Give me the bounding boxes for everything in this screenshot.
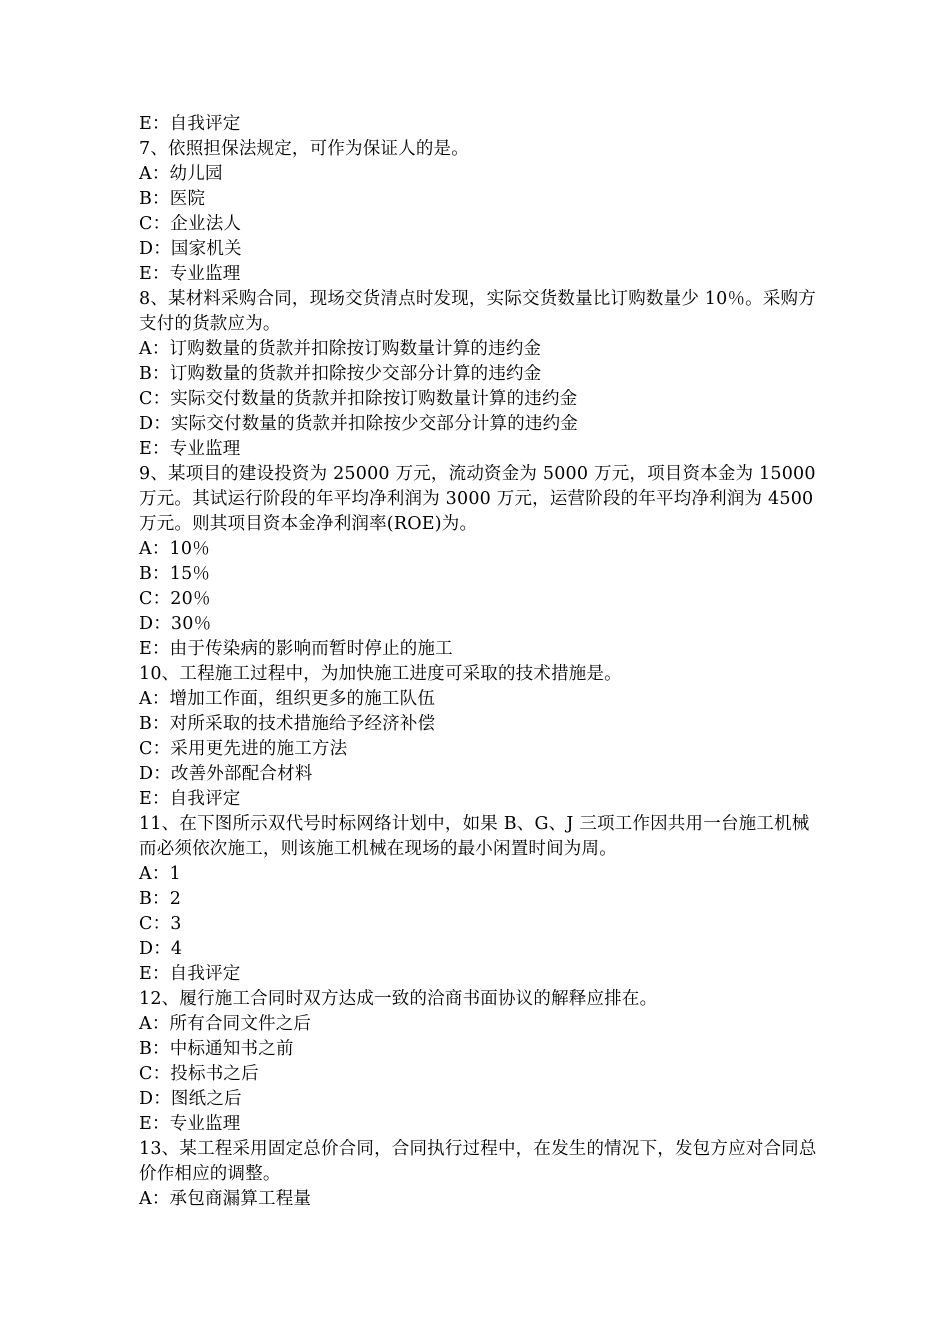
document-body [139, 112, 819, 1212]
option-e-q8: E：专业监理 [139, 439, 241, 459]
option-b-q7: B：医院 [139, 189, 206, 209]
option-c-q12: C：投标书之后 [139, 1064, 259, 1084]
question-13: 13、某工程采用固定总价合同，合同执行过程中，在发生的情况下，发包方应对合同总价作相应的调整。 [139, 1139, 817, 1184]
question-9: 9、某项目的建设投资为 25000 万元，流动资金为 5000 万元，项目资本金为 15000 万元。其试运行阶段的年平均净利润为 3000 万元，运营阶段的年平均净利润为 4500 万元。则其项目资本金净利润率(ROE)为。 [139, 464, 816, 534]
option-d-q8: D：实际交付数量的货款并扣除按少交部分计算的违约金 [139, 414, 579, 434]
question-10: 10、工程施工过程中，为加快施工进度可采取的技术措施是。 [139, 664, 622, 684]
option-a-q7: A：幼儿园 [139, 164, 223, 184]
question-7: 7、依照担保法规定，可作为保证人的是。 [139, 139, 469, 159]
option-b-q11: B：2 [139, 889, 182, 909]
option-c-q10: C：采用更先进的施工方法 [139, 739, 348, 759]
option-e-q12: E：专业监理 [139, 1114, 241, 1134]
option-d-q12: D：图纸之后 [139, 1089, 242, 1109]
question-8: 8、某材料采购合同，现场交货清点时发现，实际交货数量比订购数量少 10％。采购方支付的货款应为。 [139, 289, 816, 334]
option-e-q10: E：自我评定 [139, 789, 241, 809]
option-b-q9: B：15％ [139, 564, 211, 584]
option-e-q11: E：自我评定 [139, 964, 241, 984]
option-b-q10: B：对所采取的技术措施给予经济补偿 [139, 714, 436, 734]
option-e-q9: E：由于传染病的影响而暂时停止的施工 [139, 639, 453, 659]
option-c-q7: C：企业法人 [139, 214, 242, 234]
option-e-q6: E：自我评定 [139, 114, 241, 134]
option-a-q12: A：所有合同文件之后 [139, 1014, 312, 1034]
option-a-q13: A：承包商漏算工程量 [139, 1189, 312, 1209]
option-d-q10: D：改善外部配合材料 [139, 764, 313, 784]
question-11: 11、在下图所示双代号时标网络计划中，如果 B、G、J 三项工作因共用一台施工机械而必须依次施工，则该施工机械在现场的最小闲置时间为周。 [139, 814, 810, 859]
option-a-q9: A：10％ [139, 539, 210, 559]
question-12: 12、履行施工合同时双方达成一致的洽商书面协议的解释应排在。 [139, 989, 658, 1009]
option-d-q7: D：国家机关 [139, 239, 242, 259]
option-d-q11: D：4 [139, 939, 183, 959]
option-c-q8: C：实际交付数量的货款并扣除按订购数量计算的违约金 [139, 389, 578, 409]
option-a-q11: A：1 [139, 864, 181, 884]
option-a-q8: A：订购数量的货款并扣除按订购数量计算的违约金 [139, 339, 542, 359]
option-d-q9: D：30％ [139, 614, 212, 634]
option-e-q7: E：专业监理 [139, 264, 241, 284]
option-a-q10: A：增加工作面，组织更多的施工队伍 [139, 689, 436, 709]
option-c-q11: C：3 [139, 914, 182, 934]
option-b-q12: B：中标通知书之前 [139, 1039, 294, 1059]
option-b-q8: B：订购数量的货款并扣除按少交部分计算的违约金 [139, 364, 542, 384]
option-c-q9: C：20％ [139, 589, 211, 609]
